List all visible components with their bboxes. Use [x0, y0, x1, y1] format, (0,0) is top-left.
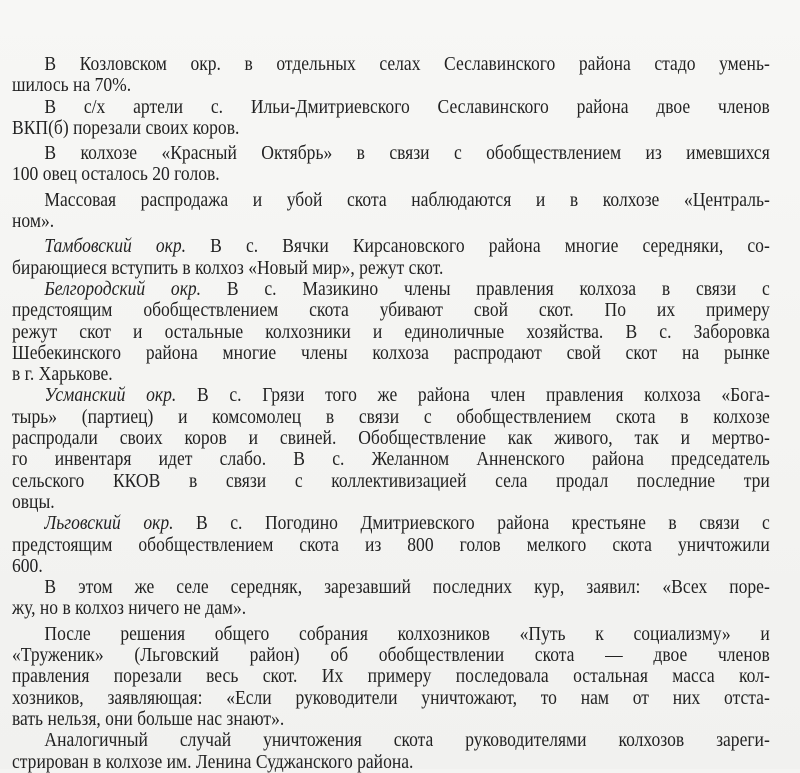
- line-text: распродали своих коров и свиней. Обобществление как живого, так и мертво-: [12, 428, 770, 450]
- text-line: [12, 279, 770, 300]
- line-text: В с/х артели с. Ильи-Дмитриевского Сеславинского района двое членов: [44, 96, 770, 118]
- line-text: тырь» (партиец) и комсомолец в связи с обобществлением скота в колхозе: [12, 406, 770, 428]
- region-heading: Тамбовский окр.: [44, 236, 187, 258]
- text-line: [12, 688, 770, 709]
- text-line: [12, 343, 770, 364]
- line-text: В с. Вячки Кирсановского района многие середняки, со-: [186, 236, 770, 258]
- text-line: [12, 709, 770, 730]
- line-text: В с. Погодино Дмитриевского района крестьяне в связи с: [173, 513, 770, 535]
- line-text: В этом же селе середняк, зарезавший последних кур, заявил: «Всех поре-: [44, 577, 770, 599]
- line-text: го инвентаря идет слабо. В с. Желанном Анненского района председатель: [12, 449, 770, 471]
- line-text: предстоящим обобществлением скота убивают свой скот. По их примеру: [12, 300, 770, 322]
- paragraph: [12, 513, 770, 577]
- paragraph: [12, 54, 770, 97]
- text-line: [12, 258, 770, 279]
- line-text: бирающиеся вступить в колхоз «Новый мир», режут скот.: [12, 257, 444, 279]
- line-text: жу, но в колхоз ничего не дам».: [12, 598, 247, 620]
- paragraph: [12, 97, 770, 140]
- text-line: [12, 364, 770, 385]
- line-text: «Труженик» (Льговский район) об обобществлении скота — двое членов: [12, 645, 770, 667]
- line-text: В с. Мазикино члены правления колхоза в связи с: [201, 278, 770, 300]
- line-text: сельского ККОВ в связи с коллективизацией села продал последние три: [12, 470, 770, 492]
- text-line: [12, 300, 770, 321]
- paragraph: [12, 385, 770, 513]
- region-heading: Льговский окр.: [44, 513, 174, 535]
- line-text: хозников, заявляющая: «Если руководители уничтожают, то нам от них отста-: [12, 687, 770, 709]
- paragraph: [12, 577, 770, 620]
- text-line: [12, 211, 770, 232]
- text-line: [12, 118, 770, 139]
- text-line: [12, 54, 770, 75]
- line-text: режут скот и остальные колхозники и единоличные хозяйства. В с. Заборовка: [12, 321, 770, 343]
- text-line: [12, 322, 770, 343]
- text-line: [12, 730, 770, 751]
- text-line: [12, 75, 770, 96]
- line-text: правления порезали весь скот. Их примеру последовала остальная масса кол-: [12, 666, 770, 688]
- text-line: [12, 666, 770, 687]
- line-text: Шебекинского района многие члены колхоза распродают свой скот на рынке: [12, 342, 770, 364]
- text-line: [12, 385, 770, 406]
- text-line: [12, 143, 770, 164]
- text-line: [12, 513, 770, 534]
- line-text: предстоящим обобществлением скота из 800 голов мелкого скота уничтожили: [12, 534, 770, 556]
- line-text: 600.: [12, 555, 43, 577]
- text-line: [12, 752, 770, 773]
- text-line: [12, 428, 770, 449]
- line-text: стрирован в колхозе им. Ленина Суджанского района.: [12, 751, 414, 773]
- text-line: [12, 577, 770, 598]
- paragraph: [12, 236, 770, 279]
- line-text: В с. Грязи того же района член правления колхоза «Бога-: [176, 385, 770, 407]
- text-line: [12, 97, 770, 118]
- line-text: вать нельзя, они больше нас знают».: [12, 708, 285, 730]
- paragraph: [12, 190, 770, 233]
- text-line: [12, 407, 770, 428]
- region-heading: Усманский окр.: [44, 385, 177, 407]
- line-text: ВКП(б) порезали своих коров.: [12, 117, 240, 139]
- line-text: овцы.: [12, 491, 55, 513]
- text-line: [12, 535, 770, 556]
- text-block: [12, 54, 770, 773]
- line-text: Массовая распродажа и убой скота наблюдаются и в колхозе «Централь-: [44, 189, 770, 211]
- text-line: [12, 471, 770, 492]
- text-line: [12, 624, 770, 645]
- text-line: [12, 164, 770, 185]
- paragraph: [12, 143, 770, 186]
- line-text: В Козловском окр. в отдельных селах Сеславинского района стадо умень-: [44, 54, 770, 75]
- line-text: Аналогичный случай уничтожения скота руководителями колхозов зареги-: [44, 730, 770, 752]
- text-line: [12, 492, 770, 513]
- region-heading: Белгородский окр.: [44, 278, 202, 300]
- paragraph: [12, 279, 770, 385]
- text-line: [12, 645, 770, 666]
- line-text: В колхозе «Красный Октябрь» в связи с обобществлением из имевшихся: [44, 143, 770, 165]
- line-text: После решения общего собрания колхозников «Путь к социализму» и: [44, 623, 770, 645]
- text-line: [12, 190, 770, 211]
- text-line: [12, 236, 770, 257]
- line-text: 100 овец осталось 20 голов.: [12, 164, 220, 186]
- line-text: шилось на 70%.: [12, 75, 132, 97]
- text-line: [12, 556, 770, 577]
- line-text: ном».: [12, 211, 55, 233]
- text-line: [12, 449, 770, 470]
- paragraph: [12, 730, 770, 773]
- line-text: в г. Харькове.: [12, 364, 113, 386]
- text-line: [12, 598, 770, 619]
- paragraph: [12, 624, 770, 730]
